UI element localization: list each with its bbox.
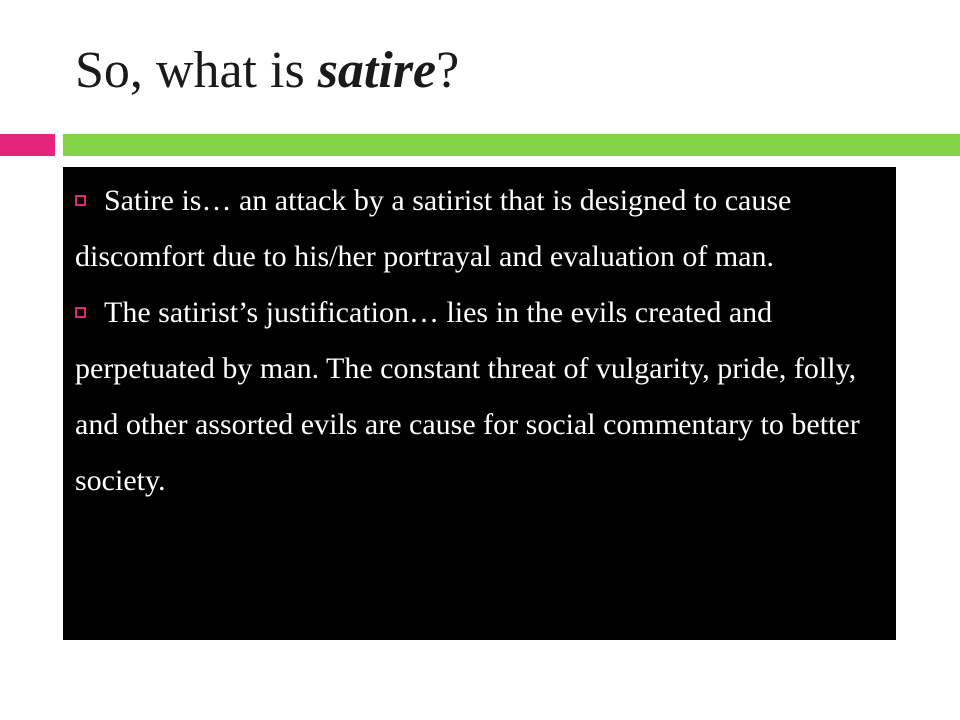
- slide-title: [75, 42, 459, 99]
- accent-bar-green: [63, 134, 960, 156]
- bullet-item: [75, 285, 884, 509]
- title-suffix: ?: [436, 42, 460, 99]
- bullet-text: Satire is… an attack by a satirist that is designed to cause discomfort due to his/her portrayal and evaluation of man.: [75, 184, 792, 273]
- square-bullet-icon: [75, 307, 86, 318]
- bullet-item: [75, 173, 884, 285]
- title-prefix: So, what is: [75, 42, 318, 99]
- accent-bar-pink: [0, 134, 55, 156]
- bullet-text: The satirist’s justification… lies in the evils created and perpetuated by man. The constant threat of vulgarity, pride, folly, and other assorted evils are cause for social commentary to better society.: [75, 296, 860, 497]
- content-box: [63, 167, 896, 640]
- square-bullet-icon: [75, 195, 86, 206]
- title-emphasis: satire: [317, 42, 437, 99]
